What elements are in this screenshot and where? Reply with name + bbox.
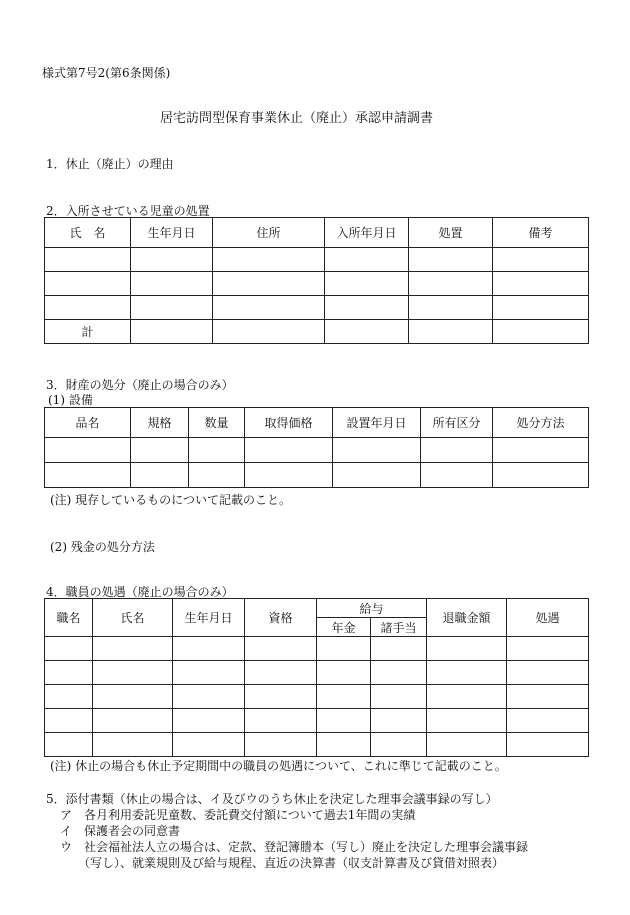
section3-sub2: (2) 残金の処分方法: [50, 540, 155, 554]
section3-sub1: (1) 設備: [48, 393, 93, 407]
header-staff-name: 氏名: [93, 599, 173, 637]
table-row: [45, 661, 589, 685]
header-disposition: 処置: [409, 218, 493, 248]
header-job-title: 職名: [45, 599, 93, 637]
children-table: [44, 217, 589, 344]
staff-table: [44, 598, 589, 757]
header-spec: 規格: [131, 408, 189, 438]
page-title: 居宅訪問型保育事業休止（廃止）承認申請調書: [160, 111, 434, 126]
table-row: [45, 248, 589, 272]
header-install-date: 設置年月日: [333, 408, 421, 438]
section1-heading: 1．休止（廃止）の理由: [46, 157, 174, 171]
attachment-item-u-cont: （写し）、就業規則及び給与規程、直近の決算書（収支計算書及び貸借対照表）: [78, 856, 505, 870]
header-ownership: 所有区分: [421, 408, 493, 438]
table-row: [45, 463, 589, 488]
table-row: [45, 438, 589, 463]
header-name: 氏 名: [45, 218, 131, 248]
section4-note: (注) 休止の場合も休止予定期間中の職員の処遇について、これに準じて記載のこと。: [50, 759, 507, 773]
section2-heading: 2．入所させている児童の処置: [46, 204, 210, 218]
attachment-item-a: ア 各月利用委託児童数、委託費交付額について過去1年間の実績: [60, 808, 416, 822]
header-annual: 年金: [317, 618, 371, 637]
header-staff-dob: 生年月日: [173, 599, 245, 637]
header-salary: 給与: [317, 599, 427, 618]
table-row: [45, 296, 589, 320]
table-row: [45, 733, 589, 757]
section4-heading: 4．職員の処遇（廃止の場合のみ）: [46, 585, 234, 599]
attachment-item-u: ウ 社会福祉法人立の場合は、定款、登記簿謄本（写し）廃止を決定した理事会議事録: [60, 840, 529, 854]
header-disposal: 処分方法: [493, 408, 589, 438]
header-address: 住所: [213, 218, 325, 248]
header-remarks: 備考: [493, 218, 589, 248]
table-row: [45, 709, 589, 733]
header-admission-date: 入所年月日: [325, 218, 409, 248]
header-quantity: 数量: [189, 408, 245, 438]
section3-note: (注) 現存しているものについて記載のこと。: [50, 493, 291, 507]
total-label: 計: [45, 320, 131, 344]
attachment-item-i: イ 保護者会の同意書: [60, 824, 181, 838]
table-row: [45, 637, 589, 661]
total-row: [45, 320, 589, 344]
header-treatment: 処遇: [507, 599, 589, 637]
header-price: 取得価格: [245, 408, 333, 438]
header-allowance: 諸手当: [371, 618, 427, 637]
table-row: [45, 272, 589, 296]
form-id: 様式第7号2(第6条関係): [42, 66, 171, 80]
section5-heading: 5．添付書類（休止の場合は、イ及びウのうち休止を決定した理事会議事録の写し）: [46, 792, 498, 806]
header-severance: 退職金額: [427, 599, 507, 637]
equipment-table: [44, 407, 589, 488]
table-row: [45, 685, 589, 709]
header-dob: 生年月日: [131, 218, 213, 248]
header-qualification: 資格: [245, 599, 317, 637]
header-item-name: 品名: [45, 408, 131, 438]
section3-heading: 3．財産の処分（廃止の場合のみ）: [46, 378, 234, 392]
